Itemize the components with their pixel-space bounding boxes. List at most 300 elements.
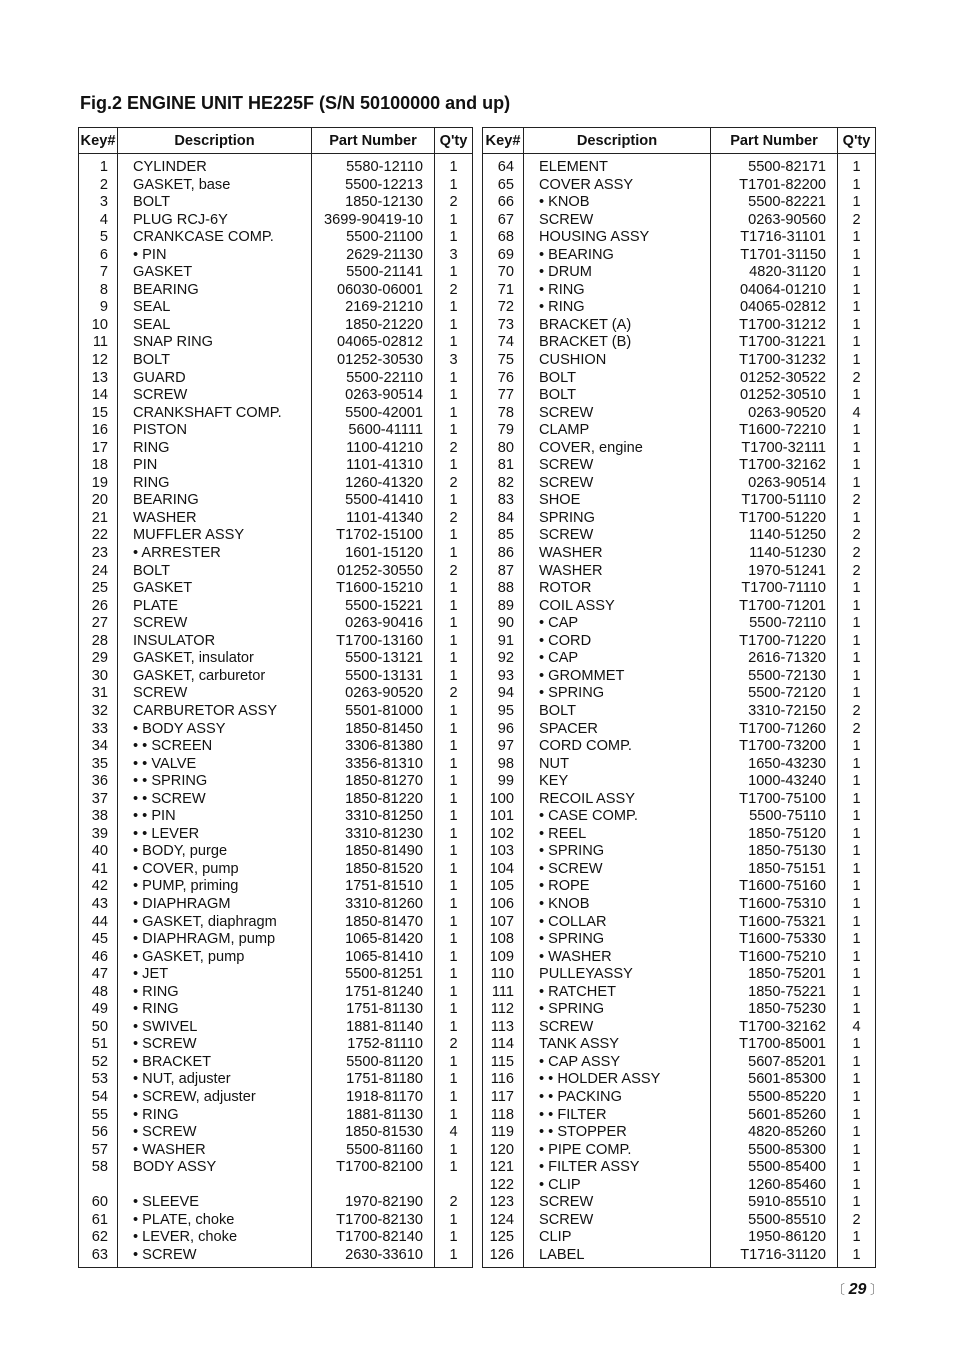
description-cell: • SPRING: [524, 685, 711, 703]
description-cell: BOLT: [524, 703, 711, 721]
table-row: [483, 492, 876, 510]
part-number-cell: 4820-31120: [711, 264, 838, 282]
description-cell: • DIAPHRAGM, pump: [118, 931, 312, 949]
part-number-cell: 01252-30530: [312, 352, 435, 370]
qty-cell: 1: [852, 474, 861, 491]
description-cell: BOLT: [118, 194, 312, 212]
qty-cell: 1: [449, 1159, 458, 1176]
qty-cell: 1: [449, 299, 458, 316]
qty-cell: 1: [852, 843, 861, 860]
qty-cell: 1: [852, 1194, 861, 1211]
qty-cell: 1: [449, 738, 458, 755]
part-number-cell: 1950-86120: [711, 1229, 838, 1247]
key-cell: 52: [79, 1054, 118, 1072]
key-cell: 92: [483, 650, 524, 668]
key-cell: 111: [483, 984, 524, 1002]
key-cell: 110: [483, 966, 524, 984]
key-cell: 17: [79, 440, 118, 458]
part-number-cell: 1850-21220: [312, 317, 435, 335]
part-number-cell: 1751-81510: [312, 878, 435, 896]
table-row: [483, 896, 876, 914]
table-row: [79, 738, 473, 756]
table-row: [483, 773, 876, 791]
qty-cell: 1: [449, 545, 458, 562]
qty-cell: 1: [852, 966, 861, 983]
key-cell: [79, 1177, 118, 1195]
qty-cell: 1: [449, 843, 458, 860]
qty-cell: 1: [449, 387, 458, 404]
key-cell: 75: [483, 352, 524, 370]
qty-cell: 1: [852, 1176, 861, 1193]
description-cell: • SPRING: [524, 1001, 711, 1019]
key-cell: 34: [79, 738, 118, 756]
description-cell: • COVER, pump: [118, 861, 312, 879]
description-cell: ELEMENT: [524, 154, 711, 177]
part-number-cell: 1850-75120: [711, 826, 838, 844]
part-number-cell: 2630-33610: [312, 1247, 435, 1268]
key-cell: 4: [79, 212, 118, 230]
qty-cell: 2: [852, 211, 861, 228]
table-row: [483, 1001, 876, 1019]
table-row: [483, 229, 876, 247]
table-row: [483, 1036, 876, 1054]
qty-cell: 1: [852, 808, 861, 825]
description-cell: GASKET: [118, 580, 312, 598]
key-cell: 116: [483, 1071, 524, 1089]
key-cell: 76: [483, 370, 524, 388]
table-row: [79, 229, 473, 247]
part-number-cell: T1700-85001: [711, 1036, 838, 1054]
qty-cell: 1: [449, 702, 458, 719]
qty-cell: 1: [449, 404, 458, 421]
table-row: [79, 650, 473, 668]
part-number-cell: T1700-71201: [711, 598, 838, 616]
description-cell: GASKET: [118, 264, 312, 282]
key-cell: 26: [79, 598, 118, 616]
key-cell: 120: [483, 1142, 524, 1160]
table-row: [483, 299, 876, 317]
table-row: [79, 1229, 473, 1247]
table-row: [79, 527, 473, 545]
description-cell: BRACKET (A): [524, 317, 711, 335]
key-cell: 81: [483, 457, 524, 475]
header-key: Key#: [483, 128, 524, 154]
table-row: [483, 1212, 876, 1230]
table-row: [79, 422, 473, 440]
part-number-cell: T1716-31120: [711, 1247, 838, 1268]
key-cell: 121: [483, 1159, 524, 1177]
qty-cell: 1: [852, 1088, 861, 1105]
table-row: [483, 405, 876, 423]
description-cell: GASKET, insulator: [118, 650, 312, 668]
part-number-cell: 5500-41410: [312, 492, 435, 510]
part-number-cell: T1600-75210: [711, 949, 838, 967]
description-cell: CRANKCASE COMP.: [118, 229, 312, 247]
part-number-cell: 1260-85460: [711, 1177, 838, 1195]
table-header: [79, 128, 473, 154]
part-number-cell: 1601-15120: [312, 545, 435, 563]
qty-cell: 1: [852, 457, 861, 474]
table-row: [483, 422, 876, 440]
qty-cell: 1: [852, 773, 861, 790]
key-cell: 102: [483, 826, 524, 844]
description-cell: • RING: [118, 984, 312, 1002]
table-row: [79, 685, 473, 703]
part-number-cell: 04065-02812: [312, 334, 435, 352]
table-row: [483, 984, 876, 1002]
table-row: [483, 545, 876, 563]
part-number-cell: T1701-82200: [711, 177, 838, 195]
table-row: [79, 247, 473, 265]
qty-cell: 1: [449, 755, 458, 772]
table-row: [483, 791, 876, 809]
qty-cell: 1: [852, 948, 861, 965]
part-number-cell: T1600-72210: [711, 422, 838, 440]
qty-cell: 2: [852, 527, 861, 544]
part-number-cell: 1850-75230: [711, 1001, 838, 1019]
table-row: [483, 1159, 876, 1177]
table-row: [79, 896, 473, 914]
description-cell: NUT: [524, 756, 711, 774]
table-row: [483, 843, 876, 861]
table-row: [483, 1054, 876, 1072]
part-number-cell: 5500-72130: [711, 668, 838, 686]
part-number-cell: 5500-42001: [312, 405, 435, 423]
description-cell: HOUSING ASSY: [524, 229, 711, 247]
table-row: [483, 861, 876, 879]
description-cell: • BRACKET: [118, 1054, 312, 1072]
table-row: [483, 949, 876, 967]
qty-cell: 1: [449, 159, 458, 175]
key-cell: 51: [79, 1036, 118, 1054]
description-cell: PISTON: [118, 422, 312, 440]
part-number-cell: 1751-81130: [312, 1001, 435, 1019]
key-cell: 69: [483, 247, 524, 265]
key-cell: 43: [79, 896, 118, 914]
description-cell: COVER, engine: [524, 440, 711, 458]
description-cell: • • FILTER: [524, 1107, 711, 1125]
key-cell: 27: [79, 615, 118, 633]
part-number-cell: T1700-71220: [711, 633, 838, 651]
key-cell: 7: [79, 264, 118, 282]
part-number-cell: [312, 1177, 435, 1195]
table-row: [483, 334, 876, 352]
description-cell: [118, 1177, 312, 1195]
description-cell: • SCREW: [118, 1247, 312, 1268]
table-row: [483, 721, 876, 739]
table-row: [79, 370, 473, 388]
qty-cell: 1: [449, 580, 458, 597]
description-cell: • GASKET, diaphragm: [118, 914, 312, 932]
key-cell: 88: [483, 580, 524, 598]
key-cell: 107: [483, 914, 524, 932]
part-number-cell: T1600-75310: [711, 896, 838, 914]
table-row: [79, 1159, 473, 1177]
key-cell: 96: [483, 721, 524, 739]
part-number-cell: 5500-12213: [312, 177, 435, 195]
part-number-cell: 06030-06001: [312, 282, 435, 300]
part-number-cell: 1260-41320: [312, 475, 435, 493]
table-row: [79, 1194, 473, 1212]
description-cell: • RING: [524, 282, 711, 300]
key-cell: 98: [483, 756, 524, 774]
table-row: [79, 1142, 473, 1160]
table-body: [79, 154, 473, 1268]
table-row: [483, 580, 876, 598]
description-cell: • RING: [118, 1001, 312, 1019]
key-cell: 125: [483, 1229, 524, 1247]
qty-cell: 1: [852, 1053, 861, 1070]
qty-cell: 1: [852, 1071, 861, 1088]
description-cell: • SWIVEL: [118, 1019, 312, 1037]
table-row: [79, 1124, 473, 1142]
description-cell: WASHER: [524, 563, 711, 581]
description-cell: LABEL: [524, 1247, 711, 1268]
description-cell: SCREW: [524, 527, 711, 545]
table-row: [79, 633, 473, 651]
key-cell: 90: [483, 615, 524, 633]
key-cell: 97: [483, 738, 524, 756]
key-cell: 74: [483, 334, 524, 352]
description-cell: BRACKET (B): [524, 334, 711, 352]
table-row: [483, 668, 876, 686]
description-cell: • • PIN: [118, 808, 312, 826]
table-row: [79, 1019, 473, 1037]
table-row: [483, 154, 876, 177]
description-cell: • JET: [118, 966, 312, 984]
description-cell: • DIAPHRAGM: [118, 896, 312, 914]
key-cell: 57: [79, 1142, 118, 1160]
part-number-cell: T1700-82100: [312, 1159, 435, 1177]
description-cell: • GASKET, pump: [118, 949, 312, 967]
key-cell: 1: [79, 154, 118, 177]
qty-cell: 1: [852, 1141, 861, 1158]
qty-cell: 1: [852, 1246, 861, 1263]
qty-cell: 2: [852, 492, 861, 509]
part-number-cell: 1065-81420: [312, 931, 435, 949]
table-row: [79, 457, 473, 475]
qty-cell: 1: [449, 597, 458, 614]
description-cell: • • HOLDER ASSY: [524, 1071, 711, 1089]
part-number-cell: 3356-81310: [312, 756, 435, 774]
key-cell: 24: [79, 563, 118, 581]
key-cell: 71: [483, 282, 524, 300]
part-number-cell: 5500-72120: [711, 685, 838, 703]
qty-cell: 1: [449, 369, 458, 386]
table-row: [79, 177, 473, 195]
key-cell: 95: [483, 703, 524, 721]
description-cell: CYLINDER: [118, 154, 312, 177]
key-cell: 63: [79, 1247, 118, 1268]
description-cell: CARBURETOR ASSY: [118, 703, 312, 721]
description-cell: BOLT: [118, 352, 312, 370]
table-row: [483, 1124, 876, 1142]
description-cell: SCREW: [524, 405, 711, 423]
table-row: [79, 598, 473, 616]
key-cell: 100: [483, 791, 524, 809]
qty-cell: 1: [852, 913, 861, 930]
key-cell: 66: [483, 194, 524, 212]
table-row: [79, 878, 473, 896]
key-cell: 22: [79, 527, 118, 545]
key-cell: 11: [79, 334, 118, 352]
qty-cell: 2: [449, 685, 458, 702]
key-cell: 85: [483, 527, 524, 545]
description-cell: BOLT: [524, 370, 711, 388]
qty-cell: 1: [449, 913, 458, 930]
key-cell: 99: [483, 773, 524, 791]
part-number-cell: 5500-72110: [711, 615, 838, 633]
qty-cell: 1: [852, 878, 861, 895]
qty-cell: 1: [449, 966, 458, 983]
table-row: [483, 598, 876, 616]
key-cell: 5: [79, 229, 118, 247]
table-row: [483, 685, 876, 703]
table-row: [79, 808, 473, 826]
description-cell: GASKET, base: [118, 177, 312, 195]
key-cell: 55: [79, 1107, 118, 1125]
description-cell: • FILTER ASSY: [524, 1159, 711, 1177]
qty-cell: 1: [852, 755, 861, 772]
key-cell: 15: [79, 405, 118, 423]
table-row: [483, 317, 876, 335]
part-number-cell: 1065-81410: [312, 949, 435, 967]
table-row: [79, 721, 473, 739]
key-cell: 30: [79, 668, 118, 686]
table-row: [79, 1177, 473, 1195]
part-number-cell: 1101-41340: [312, 510, 435, 528]
key-cell: 126: [483, 1247, 524, 1268]
key-cell: 64: [483, 154, 524, 177]
description-cell: BOLT: [524, 387, 711, 405]
key-cell: 109: [483, 949, 524, 967]
description-cell: PLUG RCJ-6Y: [118, 212, 312, 230]
description-cell: SCREW: [524, 475, 711, 493]
key-cell: 101: [483, 808, 524, 826]
key-cell: 25: [79, 580, 118, 598]
qty-cell: 1: [852, 825, 861, 842]
part-number-cell: 5601-85260: [711, 1107, 838, 1125]
qty-cell: 1: [449, 808, 458, 825]
table-row: [483, 457, 876, 475]
description-cell: • PIPE COMP.: [524, 1142, 711, 1160]
part-number-cell: 1970-51241: [711, 563, 838, 581]
header-part-number: Part Number: [312, 128, 435, 154]
part-number-cell: 1850-81490: [312, 843, 435, 861]
qty-cell: 3: [449, 352, 458, 369]
key-cell: 82: [483, 475, 524, 493]
description-cell: SNAP RING: [118, 334, 312, 352]
key-cell: 58: [79, 1159, 118, 1177]
part-number-cell: 1101-41310: [312, 457, 435, 475]
table-row: [483, 212, 876, 230]
table-row: [79, 966, 473, 984]
description-cell: • BODY, purge: [118, 843, 312, 861]
table-row: [79, 703, 473, 721]
description-cell: • • VALVE: [118, 756, 312, 774]
part-number-cell: 1850-81470: [312, 914, 435, 932]
table-row: [483, 826, 876, 844]
description-cell: SHOE: [524, 492, 711, 510]
qty-cell: 1: [449, 229, 458, 246]
qty-cell: 1: [449, 1088, 458, 1105]
qty-cell: 4: [852, 404, 861, 421]
key-cell: 42: [79, 878, 118, 896]
qty-cell: 2: [449, 562, 458, 579]
description-cell: • • PACKING: [524, 1089, 711, 1107]
key-cell: 8: [79, 282, 118, 300]
qty-cell: 1: [449, 492, 458, 509]
part-number-cell: T1600-75330: [711, 931, 838, 949]
key-cell: 48: [79, 984, 118, 1002]
table-row: [79, 861, 473, 879]
qty-cell: 1: [449, 825, 458, 842]
table-row: [79, 791, 473, 809]
table-row: [79, 194, 473, 212]
part-number-cell: 5500-85220: [711, 1089, 838, 1107]
qty-cell: 1: [852, 1229, 861, 1246]
description-cell: SEAL: [118, 299, 312, 317]
table-row: [79, 154, 473, 177]
part-number-cell: 1751-81240: [312, 984, 435, 1002]
part-number-cell: T1600-75321: [711, 914, 838, 932]
key-cell: 122: [483, 1177, 524, 1195]
table-row: [483, 914, 876, 932]
part-number-cell: 0263-90560: [711, 212, 838, 230]
key-cell: 47: [79, 966, 118, 984]
description-cell: • WASHER: [524, 949, 711, 967]
qty-cell: 1: [852, 281, 861, 298]
table-row: [79, 949, 473, 967]
part-number-cell: 5910-85510: [711, 1194, 838, 1212]
part-number-cell: 5500-82221: [711, 194, 838, 212]
part-number-cell: 3310-81260: [312, 896, 435, 914]
table-row: [483, 1194, 876, 1212]
qty-cell: 1: [852, 264, 861, 281]
description-cell: PLATE: [118, 598, 312, 616]
table-row: [483, 1019, 876, 1037]
qty-cell: 1: [449, 773, 458, 790]
key-cell: 45: [79, 931, 118, 949]
part-number-cell: 1850-75130: [711, 843, 838, 861]
table-row: [79, 984, 473, 1002]
key-cell: 78: [483, 405, 524, 423]
qty-cell: 1: [852, 334, 861, 351]
qty-cell: 1: [449, 527, 458, 544]
qty-cell: 2: [852, 562, 861, 579]
key-cell: 49: [79, 1001, 118, 1019]
qty-cell: 1: [449, 650, 458, 667]
part-number-cell: 1850-75201: [711, 966, 838, 984]
key-cell: 68: [483, 229, 524, 247]
description-cell: • DRUM: [524, 264, 711, 282]
key-cell: 73: [483, 317, 524, 335]
table-row: [79, 615, 473, 633]
qty-cell: 1: [852, 597, 861, 614]
key-cell: 115: [483, 1054, 524, 1072]
key-cell: 44: [79, 914, 118, 932]
description-cell: • BEARING: [524, 247, 711, 265]
table-row: [79, 756, 473, 774]
key-cell: 10: [79, 317, 118, 335]
table-row: [483, 1089, 876, 1107]
part-number-cell: 4820-85260: [711, 1124, 838, 1142]
description-cell: CLIP: [524, 1229, 711, 1247]
part-number-cell: 1650-43230: [711, 756, 838, 774]
part-number-cell: T1700-82140: [312, 1229, 435, 1247]
description-cell: • ARRESTER: [118, 545, 312, 563]
part-number-cell: T1700-51110: [711, 492, 838, 510]
